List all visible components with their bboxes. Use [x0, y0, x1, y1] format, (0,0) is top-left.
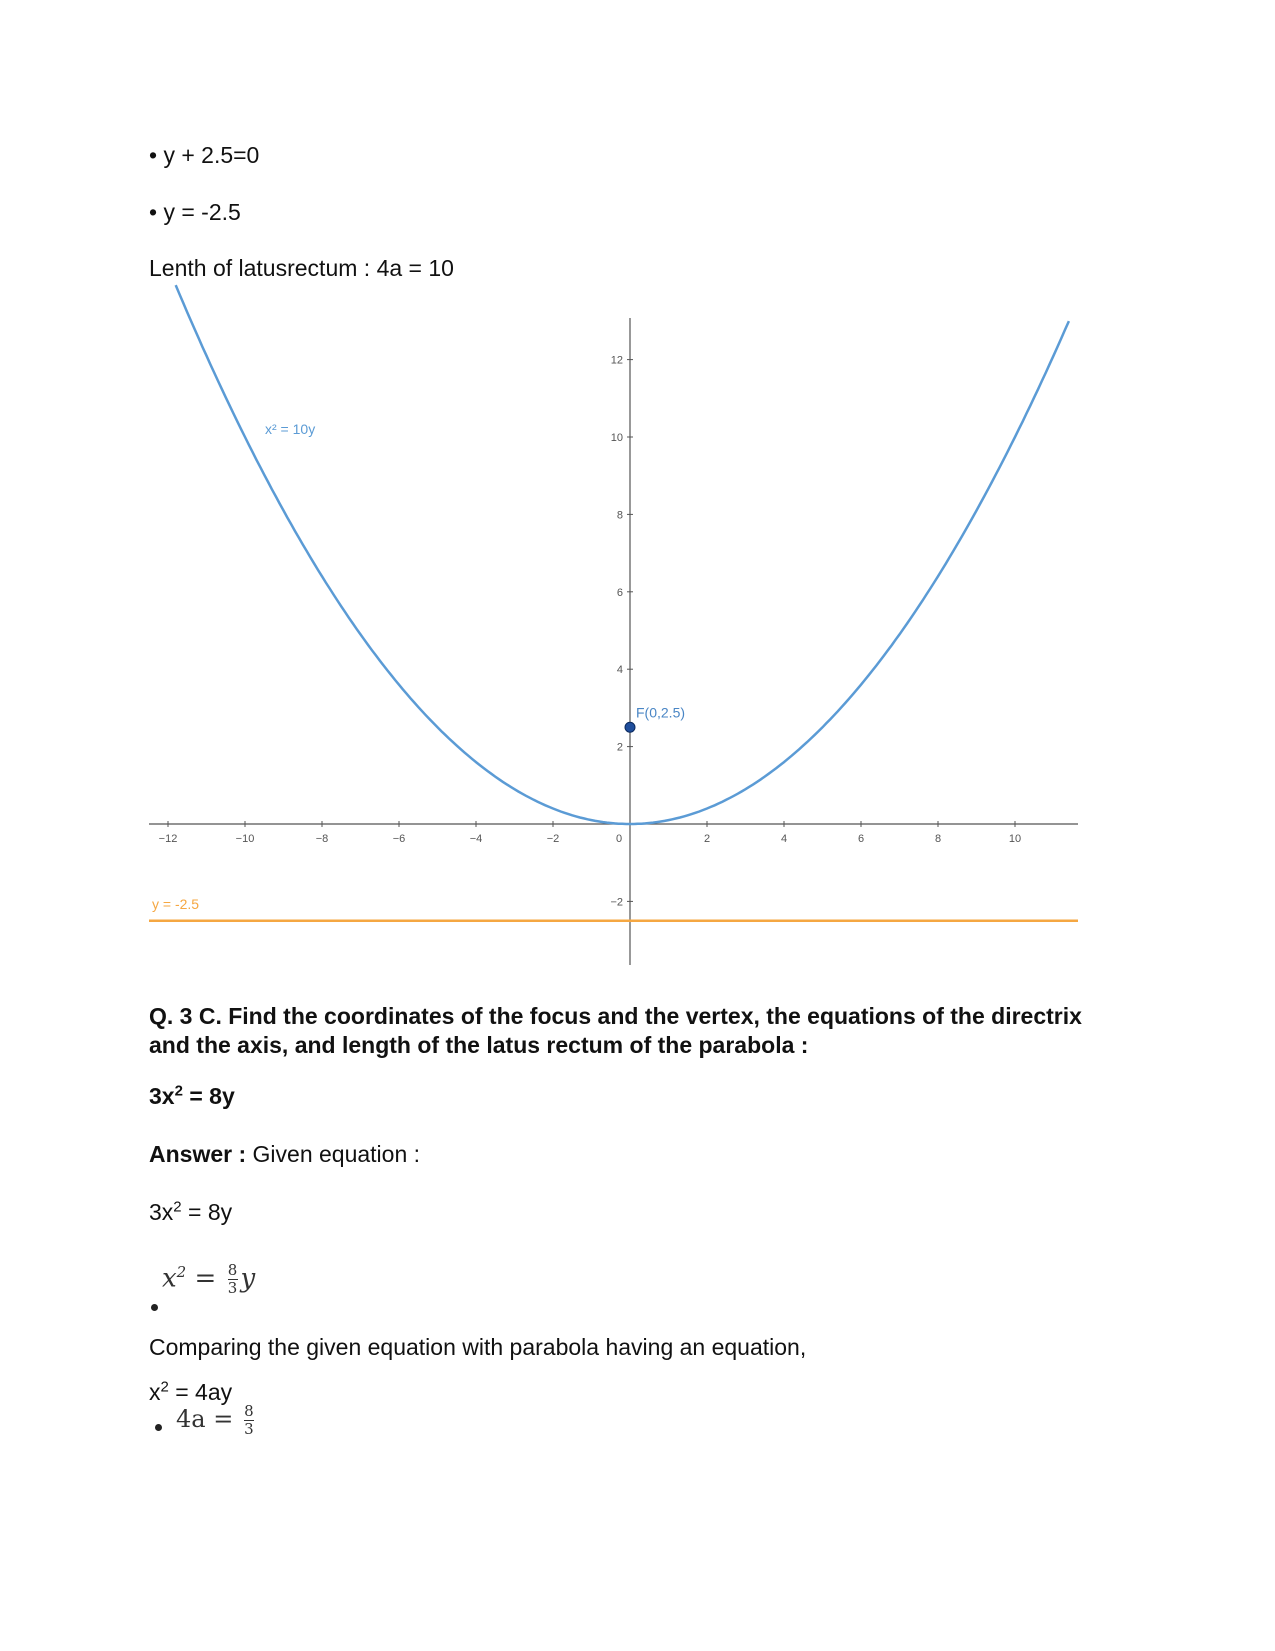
fraction-8-3-b [244, 1403, 254, 1438]
given-eq-base: 3x [149, 1199, 174, 1225]
x-tick-label: −6 [392, 833, 406, 845]
four-a-sign: = [205, 1405, 241, 1433]
eq-base: 3x [149, 1083, 175, 1109]
fraction-equation [162, 1262, 255, 1297]
frac-eq-lhs: x [162, 1263, 177, 1294]
four-a-lhs: 4a [176, 1405, 206, 1433]
y-tick-label: −2 [610, 896, 623, 909]
equation-line-1: • y + 2.5=0 [149, 142, 260, 168]
directrix-label: y = -2.5 [152, 895, 200, 912]
std-eq-sup: 2 [160, 1378, 169, 1396]
bullet-icon [155, 1424, 162, 1431]
x-tick-label: −4 [469, 833, 483, 845]
answer-line [149, 1141, 420, 1168]
four-a-equation [176, 1403, 257, 1438]
y-tick-label: 12 [610, 354, 623, 367]
question-text: Q. 3 C. Find the coordinates of the focus and the vertex, the equations of the directrix and the axis, and length of the latus rectum of the parabola : [149, 1003, 1082, 1058]
question-equation [149, 1083, 235, 1110]
fraction-8-3 [228, 1262, 238, 1297]
eq-sup: 2 [174, 1082, 183, 1100]
bullet-icon [151, 1304, 158, 1311]
comparison-text: Comparing the given equation with parabola having an equation, [149, 1334, 807, 1360]
x-tick-label: 4 [780, 833, 788, 845]
y-tick-label: 8 [616, 509, 623, 522]
y-tick-label: 6 [616, 586, 623, 599]
y-tick-label: 2 [616, 741, 623, 754]
frac-numerator: 8 [227, 1261, 238, 1279]
x-tick-label: 0 [615, 833, 623, 845]
eq-rest: = 8y [182, 1083, 235, 1109]
std-eq-base: x [149, 1379, 161, 1405]
answer-label: Answer : [149, 1141, 247, 1167]
equation-line-2: • y = -2.5 [149, 199, 241, 225]
parabola-label: x² = 10y [265, 421, 316, 437]
four-a-denominator: 3 [244, 1420, 254, 1438]
latus-rectum-line: Lenth of latusrectum : 4a = 10 [149, 255, 454, 281]
x-tick-label: 6 [857, 833, 865, 845]
question-heading [149, 1002, 1089, 1060]
x-tick-label: −8 [315, 833, 329, 845]
x-tick-label: −2 [546, 833, 560, 845]
given-eq-rest: = 8y [181, 1199, 233, 1225]
frac-eq-sup: 2 [176, 1262, 187, 1281]
frac-eq-var: y [240, 1263, 256, 1294]
given-equation [149, 1199, 232, 1226]
y-tick-label: 4 [616, 664, 623, 677]
x-tick-label: −12 [158, 833, 178, 845]
four-a-numerator: 8 [244, 1402, 254, 1420]
frac-denominator: 3 [227, 1279, 238, 1297]
focus-label: F(0,2.5) [636, 704, 686, 721]
x-tick-label: −10 [235, 833, 255, 845]
y-tick-label: 10 [610, 432, 623, 444]
x-tick-label: 10 [1008, 833, 1022, 845]
answer-text: Given equation : [246, 1141, 421, 1167]
x-tick-label: 8 [934, 833, 942, 845]
x-tick-label: 2 [703, 833, 711, 845]
given-eq-sup: 2 [173, 1198, 182, 1216]
focus-point [625, 722, 635, 732]
std-eq-rest: = 4ay [168, 1379, 233, 1405]
frac-eq-sign: = [186, 1263, 225, 1294]
standard-equation [149, 1379, 232, 1406]
